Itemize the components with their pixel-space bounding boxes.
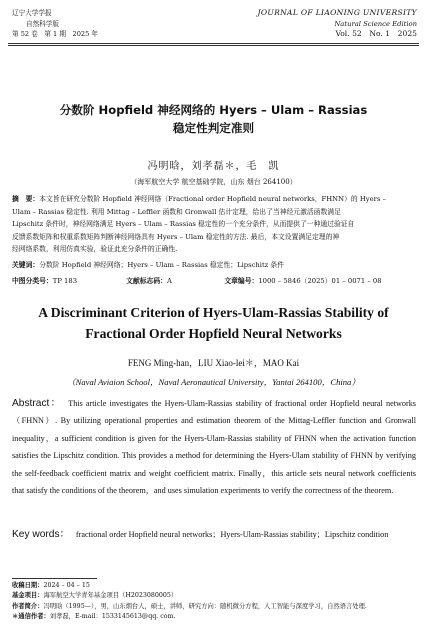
article-number-label: 文章编号： bbox=[224, 277, 259, 285]
header-rule-thin bbox=[8, 45, 419, 46]
article-number-value: 1000 – 5846（2025）01 – 0071 – 08 bbox=[258, 277, 382, 285]
footnote-rule bbox=[12, 578, 97, 579]
clc-label: 中图分类号： bbox=[12, 277, 53, 285]
journal-name-cn: 辽宁大学学报 bbox=[12, 9, 52, 17]
edition-cn: 自然科学版 bbox=[26, 19, 59, 28]
edition-en: Natural Science Edition bbox=[334, 19, 417, 28]
affiliation-en: （Naval Aviaion School，Naval Aeronautical University，Yantai 264100，China） bbox=[67, 377, 360, 387]
clc-value: TP 183 bbox=[52, 277, 78, 285]
footnote-corresponding bbox=[12, 612, 422, 622]
affiliation-cn: （海军航空大学 航空基础学院，山东 烟台 264100） bbox=[130, 178, 297, 186]
title-en bbox=[0, 302, 427, 344]
footnote-funding bbox=[12, 591, 422, 601]
doc-code-value: A bbox=[166, 277, 172, 285]
doc-code-label: 文献标志码： bbox=[126, 277, 167, 285]
abstract-en bbox=[12, 395, 416, 499]
footnote-text: 2024 – 04 – 15 bbox=[43, 582, 90, 589]
issue-en: Vol. 52 No. 1 2025 bbox=[335, 29, 417, 38]
footnote-author-bio bbox=[12, 602, 422, 612]
journal-header-left bbox=[12, 8, 98, 40]
title-en-line2: Fractional Order Hopfield Neural Networks bbox=[85, 326, 342, 341]
classification-row bbox=[12, 275, 415, 285]
keywords-en-label: Key words： bbox=[12, 529, 70, 540]
footnotes bbox=[12, 581, 422, 623]
abstract-cn-line: 本文旨在研究分数阶 Hopfield 神经网络（Fractional order Hopfield neural networks，FHNN）的 Hyers – bbox=[39, 195, 386, 203]
abstract-en-label: Abstract： bbox=[12, 398, 62, 409]
abstract-cn-line: Ulam – Rassias 稳定性. 利用 Mittag – Leffler 函数和 Gronwall 估计定理，给出了当神经元激活函数满足 bbox=[12, 207, 341, 216]
abstract-cn-line: 经网络系数，利用仿真实验，验证此充分条件的正确性. bbox=[12, 245, 178, 254]
abstract-cn-line: Lipschitz 条件时，神经网络满足 Hyers – Ulam – Rassias 稳定性的一个充分条件，从而提供了一种通过验证自 bbox=[12, 220, 355, 229]
keywords-cn-label: 关键词： bbox=[12, 261, 40, 269]
footnote-label: 作者简介： bbox=[12, 602, 44, 610]
footnote-text: 刘孝磊，E-mail：1533145613@qq. com. bbox=[49, 613, 176, 621]
journal-header-right bbox=[258, 8, 417, 40]
keywords-cn-text: 分数阶 Hopfield 神经网络；Hyers – Ulam – Rassias 稳定性；Lipschitz 条件 bbox=[39, 261, 285, 269]
abstract-cn-line: 反馈系数矩阵和权重系数矩阵判断神经网络具有 Hyers – Ulam 稳定性的方法. 最后，本文设置满足定理的神 bbox=[12, 232, 340, 241]
issue-cn: 第 52 卷 第 1 期 2025 年 bbox=[12, 30, 99, 38]
authors-cn: 冯明晗，刘孝磊＊，毛 凯 bbox=[147, 161, 280, 172]
keywords-cn bbox=[12, 259, 415, 272]
abstract-cn-label: 摘 要： bbox=[12, 195, 40, 203]
footnote-text: 海军航空大学青年基金项目（H2023080005） bbox=[43, 592, 178, 600]
abstract-en-text: This article investigates the Hyers-Ulam-Rassias stability of fractional order Hopfield neural networks（FHNN）. By utilizing operational properties and estimation theorem of the Mittag-Leffler function and Gronwall inequality，a sufficient condition is given for the Hyers-Ulam-Rassias stability of FHNN when the activation function satisfies the Lipschitz condition. This provides a method for determining the Hyers-Ulam stability of FHNN by verifying the self-feedback coefficient matrix and weight coefficient matrix. Finally，this article sets neural network coefficients that satisfy the conditions of the theorem，and uses simulation experiments to verify the correctness of the theorem. bbox=[12, 399, 416, 496]
authors-en: FENG Ming-han，LIU Xiao-lei＊，MAO Kai bbox=[127, 358, 300, 368]
footnote-label: ＊通信作者： bbox=[12, 613, 50, 621]
title-cn-line1: 分数阶 Hopfield 神经网络的 Hyers – Ulam – Rassias bbox=[59, 103, 368, 117]
journal-name-en: JOURNAL OF LIAONING UNIVERSITY bbox=[257, 8, 417, 17]
header-rule bbox=[8, 43, 419, 44]
footnote-received bbox=[12, 581, 422, 591]
footnote-label: 收稿日期： bbox=[12, 582, 44, 589]
footnote-label: 基金项目： bbox=[12, 592, 44, 600]
keywords-en-text: fractional order Hopfield neural networks；Hyers-Ulam-Rassias stability；Lipschitz condition bbox=[75, 530, 389, 539]
abstract-cn bbox=[12, 193, 415, 256]
title-cn-line2: 稳定性判定准则 bbox=[172, 121, 255, 135]
keywords-en bbox=[12, 526, 416, 543]
footnote-text: 冯明晗（1995—），男，山东烟台人，硕士，讲师，研究方向：随机微分方程，人工智能与深度学习，自然语言处理. bbox=[43, 602, 367, 610]
title-en-line1: A Discriminant Criterion of Hyers-Ulam-Rassias Stability of bbox=[38, 305, 389, 320]
